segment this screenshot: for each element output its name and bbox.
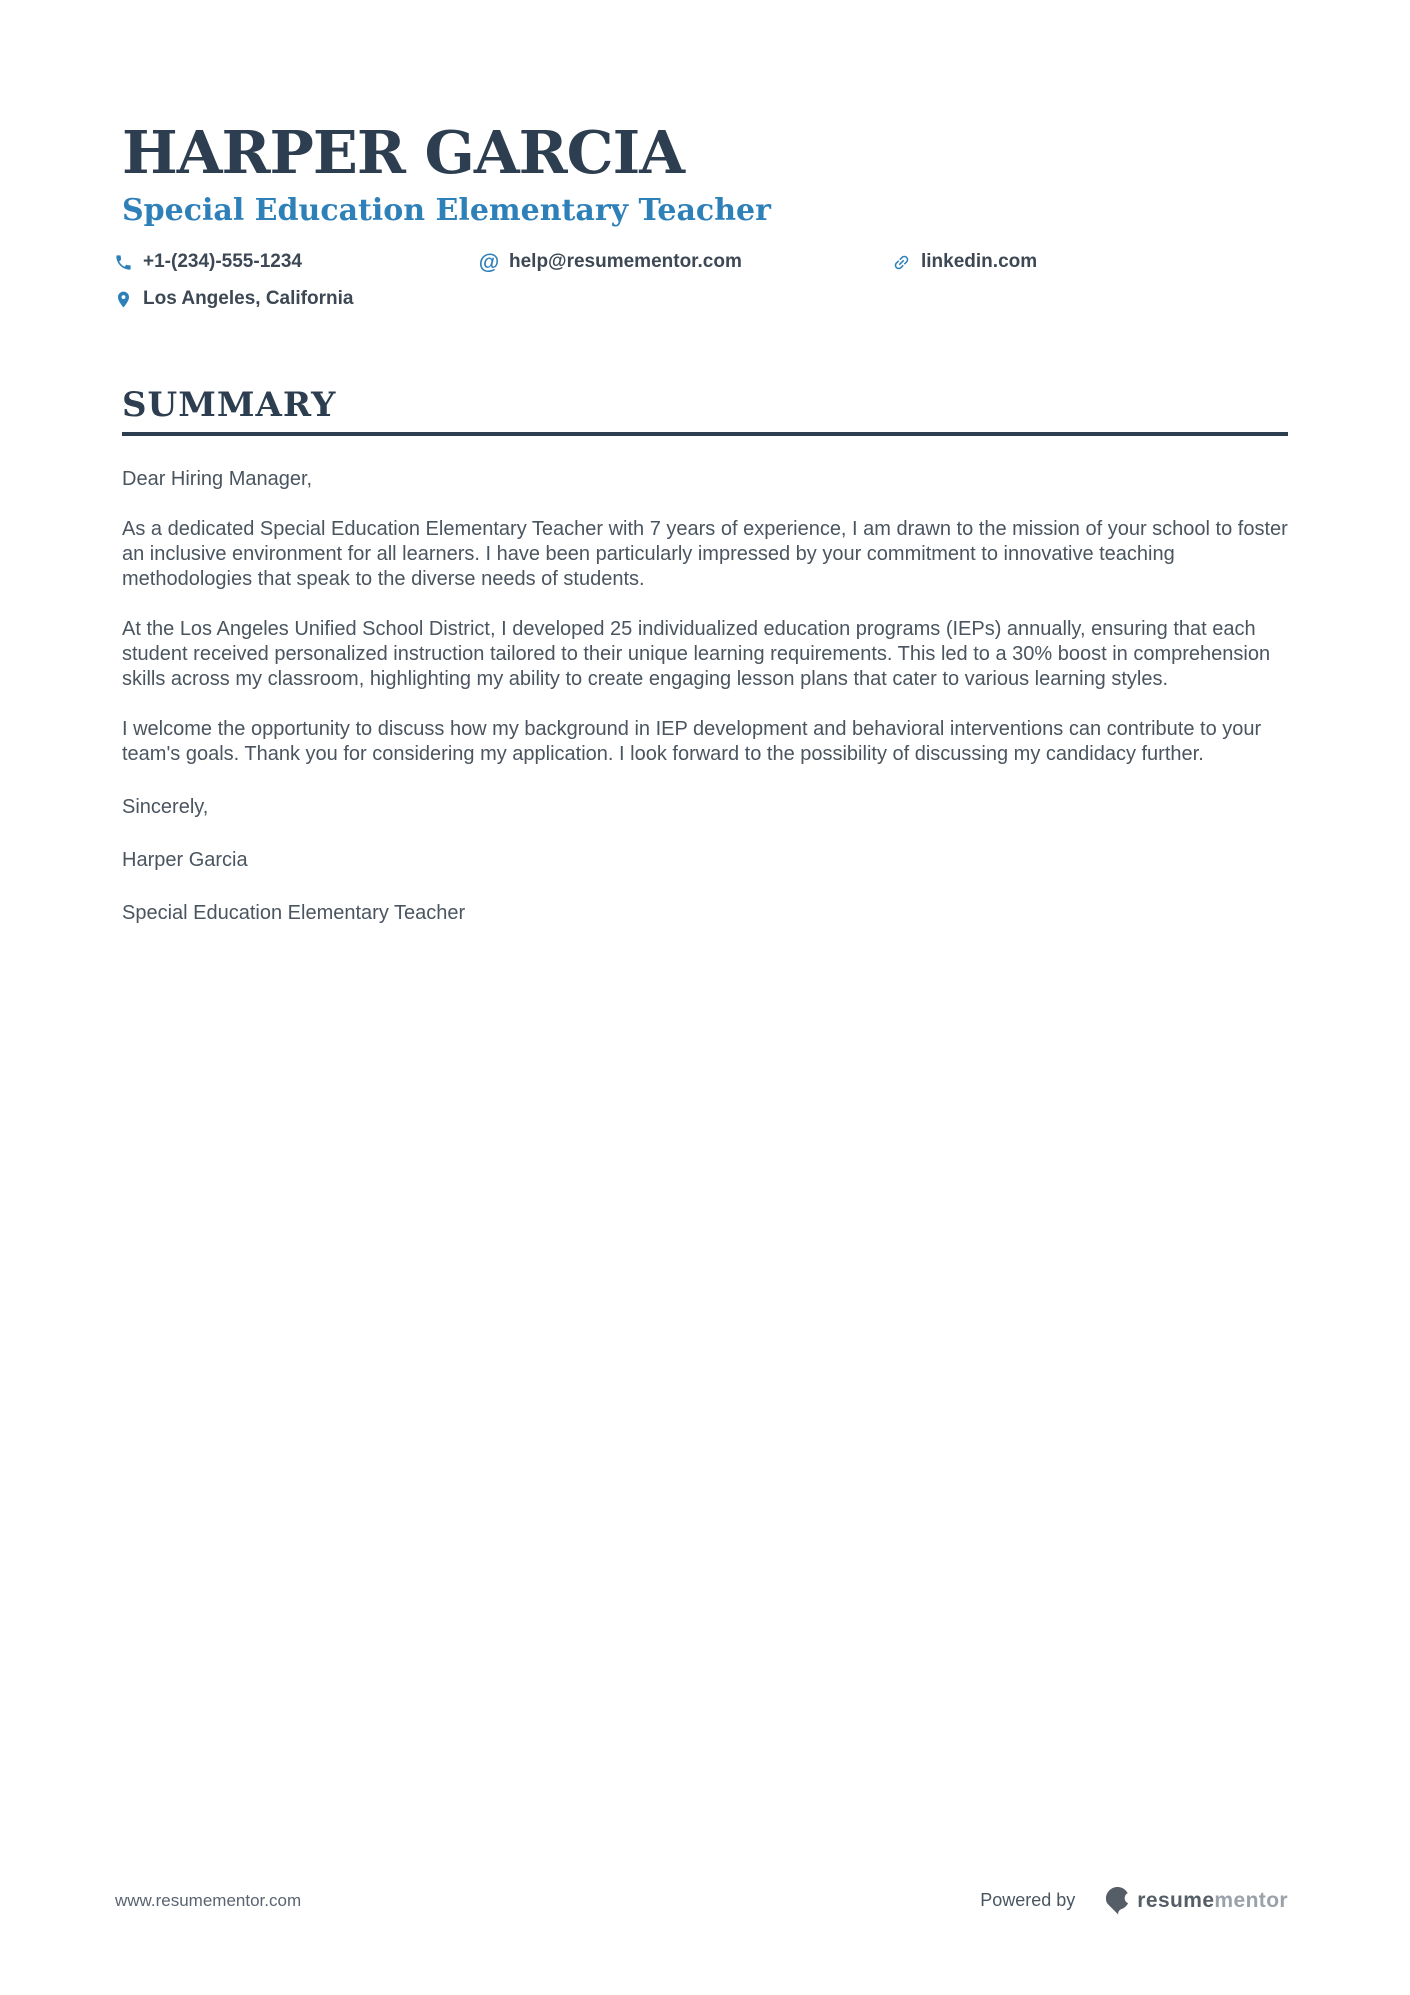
phone-text: +1-(234)-555-1234 <box>143 251 302 273</box>
footer-website-link[interactable]: www.resumementor.com <box>115 1890 302 1910</box>
letter-greeting: Dear Hiring Manager, <box>122 468 313 491</box>
letter-paragraph: I welcome the opportunity to discuss how my background in IEP development and behavioral interventions can contribute to your team's goals. Thank you for considering my application. I look forward to the possibility of discussing my candidacy further. <box>122 718 1262 766</box>
candidate-title: Special Education Elementary Teacher <box>122 193 771 229</box>
location-pin-icon <box>112 288 134 310</box>
powered-by <box>980 1886 1288 1915</box>
contact-info <box>122 251 1288 310</box>
signature-closing: Sincerely, <box>122 796 209 819</box>
header <box>122 0 1288 310</box>
linkedin-link[interactable] <box>890 251 1288 273</box>
phone-icon <box>112 251 134 273</box>
email-link[interactable] <box>478 251 900 273</box>
location-item <box>112 288 488 310</box>
summary-heading: SUMMARY <box>122 385 337 426</box>
letter-paragraph: As a dedicated Special Education Elementary Teacher with 7 years of experience, I am drawn to the mission of your school to foster an inclusive environment for all learners. I have been particularly impressed by your commitment to innovative teaching methodologies that speak to the diverse needs of students. <box>122 518 1288 591</box>
resumementor-logo-icon <box>1105 1886 1130 1915</box>
linkedin-text: linkedin.com <box>921 251 1038 273</box>
section-divider <box>122 432 1288 436</box>
letter-paragraph: At the Los Angeles Unified School District, I developed 25 individualized education programs (IEPs) annually, ensuring that each student received personalized instruction tailored to their unique learning requirements. This led to a 30% boost in comprehension skills across my classroom, highlighting my ability to create engaging lesson plans that cater to various learning styles. <box>122 618 1271 691</box>
brand-word-resume: resume <box>1137 1888 1215 1912</box>
signature-block <box>122 795 1288 926</box>
signature-name: Harper Garcia <box>122 849 248 872</box>
link-icon <box>890 251 912 273</box>
phone-link[interactable] <box>112 251 488 273</box>
resumementor-brand-link[interactable] <box>1105 1886 1288 1915</box>
powered-by-label: Powered by <box>980 1890 1076 1910</box>
brand-word-mentor: mentor <box>1214 1888 1288 1912</box>
brand-wordmark <box>1137 1889 1288 1913</box>
email-text: help@resumementor.com <box>509 251 742 273</box>
letter-body <box>122 467 1288 767</box>
location-text: Los Angeles, California <box>143 288 354 310</box>
footer <box>115 1886 1288 1915</box>
summary-section <box>122 385 1288 926</box>
at-icon: @ <box>478 250 500 274</box>
signature-title: Special Education Elementary Teacher <box>122 902 466 925</box>
candidate-name: HARPER GARCIA <box>122 118 684 187</box>
